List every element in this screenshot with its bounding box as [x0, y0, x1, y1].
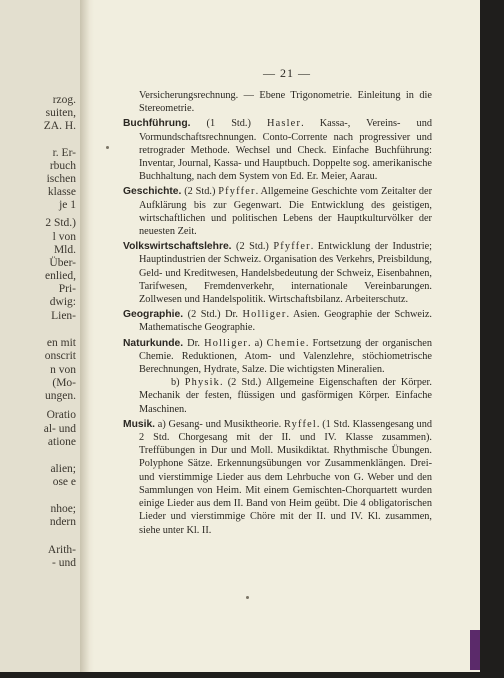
book-spine — [80, 0, 94, 672]
left-page-text-fragment: al- und — [43, 423, 76, 435]
left-page-text-fragment: Arith- — [47, 544, 76, 556]
intro-paragraph: Versicherungsrechnung. — Ebene Trigonometrie. Einleitung in die Stereometrie. — [139, 90, 432, 115]
paper-speck — [106, 146, 109, 149]
left-page-text-fragment: dwig: — [49, 296, 76, 308]
section-heading: Buchführung. — [123, 118, 191, 130]
section-physik: b) Physik. (2 Std.) Allgemeine Eigenschaften der Körper. Mechanik der festen, flüssigen und gasförmigen Körper. Einfache Maschinen. — [139, 377, 432, 415]
left-page-text-fragment: l von — [52, 231, 76, 243]
left-page-text-fragment: ischen — [46, 173, 76, 185]
left-page — [0, 0, 81, 672]
left-page-text-fragment: Lien- — [51, 310, 76, 322]
page-number: — 21 — — [263, 66, 311, 80]
bottom-edge — [0, 672, 504, 678]
left-page-text-fragment: (Mo- — [52, 377, 76, 389]
page-text — [123, 89, 432, 539]
left-page-text-fragment: Über- — [49, 257, 76, 269]
section-heading: Volkswirtschaftslehre. — [123, 241, 232, 253]
left-page-text-fragment: ungen. — [45, 390, 76, 402]
left-page-text-fragment: atione — [47, 436, 76, 448]
left-page-text-fragment: enlied, — [45, 270, 76, 282]
left-page-text-fragment: suiten, — [45, 107, 76, 119]
left-page-text-fragment: nhoe; — [50, 503, 76, 515]
paper-speck — [246, 596, 249, 599]
left-page-text-fragment: onscrit — [44, 350, 76, 362]
left-page-text-fragment: ndern — [49, 516, 76, 528]
left-page-text-fragment: ZA. H. — [43, 120, 76, 132]
left-page-text-fragment: n von — [50, 364, 76, 376]
right-page — [94, 0, 480, 672]
page-edge — [480, 0, 504, 678]
left-page-text-fragment: rbuch — [49, 160, 76, 172]
section-heading: Geschichte. — [123, 186, 182, 198]
left-page-text-fragment: r. Er- — [52, 147, 76, 159]
section-naturkunde: Naturkunde. Dr. Holliger. a) Chemie. Fortsetzung der organischen Chemie. Reduktionen, Atom- und Valenzlehre, stöchiometrische Berechnungen, Hydrate, Salze. Die wichtigsten Mineralien. — [123, 337, 432, 376]
left-page-text-fragment: Oratio — [46, 409, 76, 421]
bookmark-ribbon — [470, 630, 480, 670]
left-page-text-fragment: 2 Std.) — [45, 217, 76, 229]
left-page-text-fragment: rzog. — [52, 94, 76, 106]
section-volkswirtschaftslehre: Volkswirtschaftslehre. (2 Std.) Pfyffer. Entwicklung der Industrie; Hauptindustrien der Schweiz. Organisation des Verkehrs, Preisbildung, Geld- und Kreditwesen, Handelsbedeutung der Schweiz, Eisenbahnen, Tarifwesen, Fremdenverkehr, internationale Vereinbarungen. Zollwesen und Handelspolitik. Wirtschaftsbilanz. Arbeiterschutz. — [123, 241, 432, 306]
section-musik: Musik. a) Gesang- und Musiktheorie. Ryffel. (1 Std. Klassengesang und 2 Std. Chorgesang mit der II. und IV. Klasse zusammen). Treffübungen in Dur und Moll. Musikdiktat. Rhythmische Übungen. Polyphone Sätze. Erkennungsübungen vor Zusammenklängen. Drei- und vierstimmige Lieder aus dem Lehrbuche von G. Weber und den Sammlungen von Heim. Mit einem Gemischten-Chorquartett wurden einige Lieder aus dem II. Band von Heim geübt. Die 4 obligatorischen Lieder und vierstimmige Chöre mit der II. und IV. Kl. zusammen, siehe unter Kl. II. — [123, 418, 432, 536]
section-geographie: Geographie. (2 Std.) Dr. Holliger. Asien. Geographie der Schweiz. Mathematische Geographie. — [123, 309, 432, 334]
left-page-text-fragment: je 1 — [59, 199, 76, 211]
section-geschichte: Geschichte. (2 Std.) Pfyffer. Allgemeine Geschichte vom Zeitalter der Aufklärung bis zur Gegenwart. Die Entwicklung des geistigen, wirtschaftlichen und politischen Lebens der Hauptkulturvölker der neuesten Zeit. — [123, 186, 432, 238]
section-heading: Musik. — [123, 418, 156, 430]
left-page-text-fragment: Pri- — [58, 283, 76, 295]
section-heading: Geographie. — [123, 309, 184, 321]
left-page-text-fragment: ose e — [52, 476, 76, 488]
left-page-text-fragment: Mld. — [53, 244, 76, 256]
left-page-text-fragment: - und — [52, 557, 76, 569]
section-heading: Naturkunde. — [123, 337, 184, 349]
section-buchfuehrung: Buchführung. (1 Std.) Hasler. Kassa-, Vereins- und Vormundschaftsrechnungen. Conto-Corrente nach progressiver und retrograder Methode. Wechsel und Check. Einfache Buchführung: Inventar, Journal, Kassa- und Hauptbuch. Doppelte sog. amerikanische Buchhaltung, nach dem System von Ed. Er. Meier, Aarau. — [123, 118, 432, 183]
left-page-text-fragment: en mit — [46, 337, 76, 349]
left-page-text-fragment: klasse — [47, 186, 76, 198]
left-page-text-fragment: alien; — [50, 463, 76, 475]
